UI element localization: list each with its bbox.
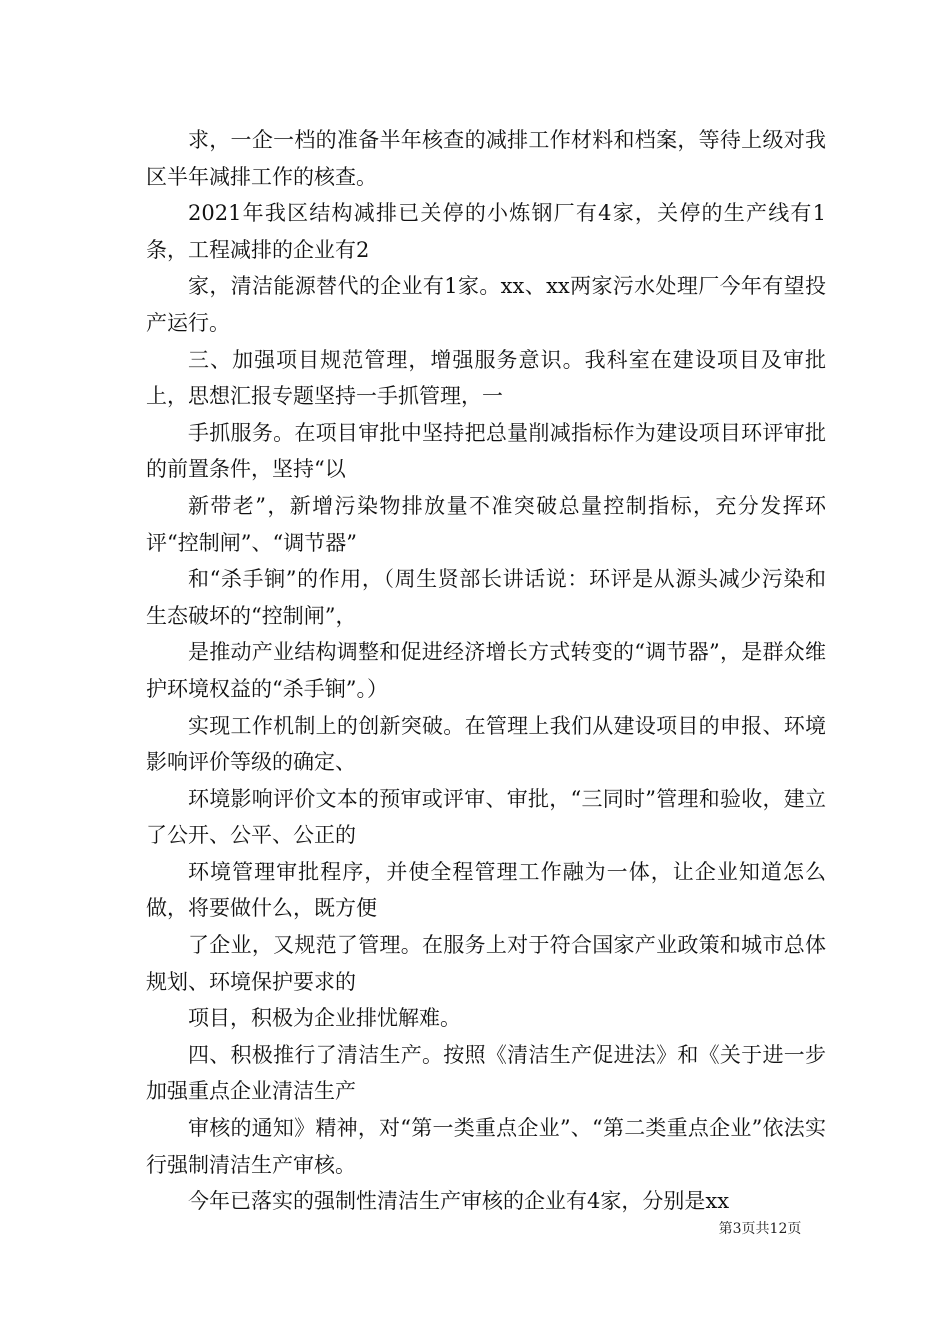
paragraph: 手抓服务。在项目审批中坚持把总量削减指标作为建设项目环评审批的前置条件，坚持“以 [146, 420, 826, 482]
paragraph: 审核的通知》精神，对“第一类重点企业”、“第二类重点企业”依法实行强制清洁生产审核。 [146, 1116, 826, 1177]
paragraph: 是推动产业结构调整和促进经济增长方式转变的“调节器”，是群众维护环境权益的“杀手锏”。） [146, 640, 826, 701]
paragraph: 项目，积极为企业排忧解难。 [188, 1006, 461, 1031]
paragraph: 家，清洁能源替代的企业有1家。xx、xx两家污水处理厂今年有望投产运行。 [146, 274, 826, 335]
paragraph: 三、加强项目规范管理，增强服务意识。我科室在建设项目及审批上，思想汇报专题坚持一手抓管理，一 [146, 347, 826, 409]
paragraph: 求，一企一档的准备半年核查的减排工作材料和档案，等待上级对我区半年减排工作的核查。 [146, 128, 826, 189]
page-footer [0, 1218, 950, 1238]
document-body [146, 122, 826, 1220]
paragraph: 环境管理审批程序，并使全程管理工作融为一体，让企业知道怎么做，将要做什么，既方便 [146, 859, 826, 921]
paragraph: 环境影响评价文本的预审或评审、审批，“三同时”管理和验收，建立了公开、公平、公正的 [146, 786, 826, 848]
paragraph: 四、积极推行了清洁生产。按照《清洁生产促进法》和《关于进一步加强重点企业清洁生产 [146, 1042, 826, 1104]
paragraph: 和“杀手锏”的作用，（周生贤部长讲话说：环评是从源头减少污染和生态破坏的“控制闸”， [146, 567, 826, 628]
page-number: 第3页共12页 [718, 1221, 802, 1237]
paragraph: 实现工作机制上的创新突破。在管理上我们从建设项目的申报、环境影响评价等级的确定、 [146, 713, 826, 775]
paragraph: 新带老”，新增污染物排放量不准突破总量控制指标，充分发挥环评“控制闸”、“调节器” [146, 493, 826, 555]
paragraph: 了企业，又规范了管理。在服务上对于符合国家产业政策和城市总体规划、环境保护要求的 [146, 933, 826, 994]
paragraph: 今年已落实的强制性清洁生产审核的企业有4家，分别是xx [188, 1189, 730, 1214]
paragraph: 2021年我区结构减排已关停的小炼钢厂有4家，关停的生产线有1条，工程减排的企业有2 [146, 201, 826, 262]
